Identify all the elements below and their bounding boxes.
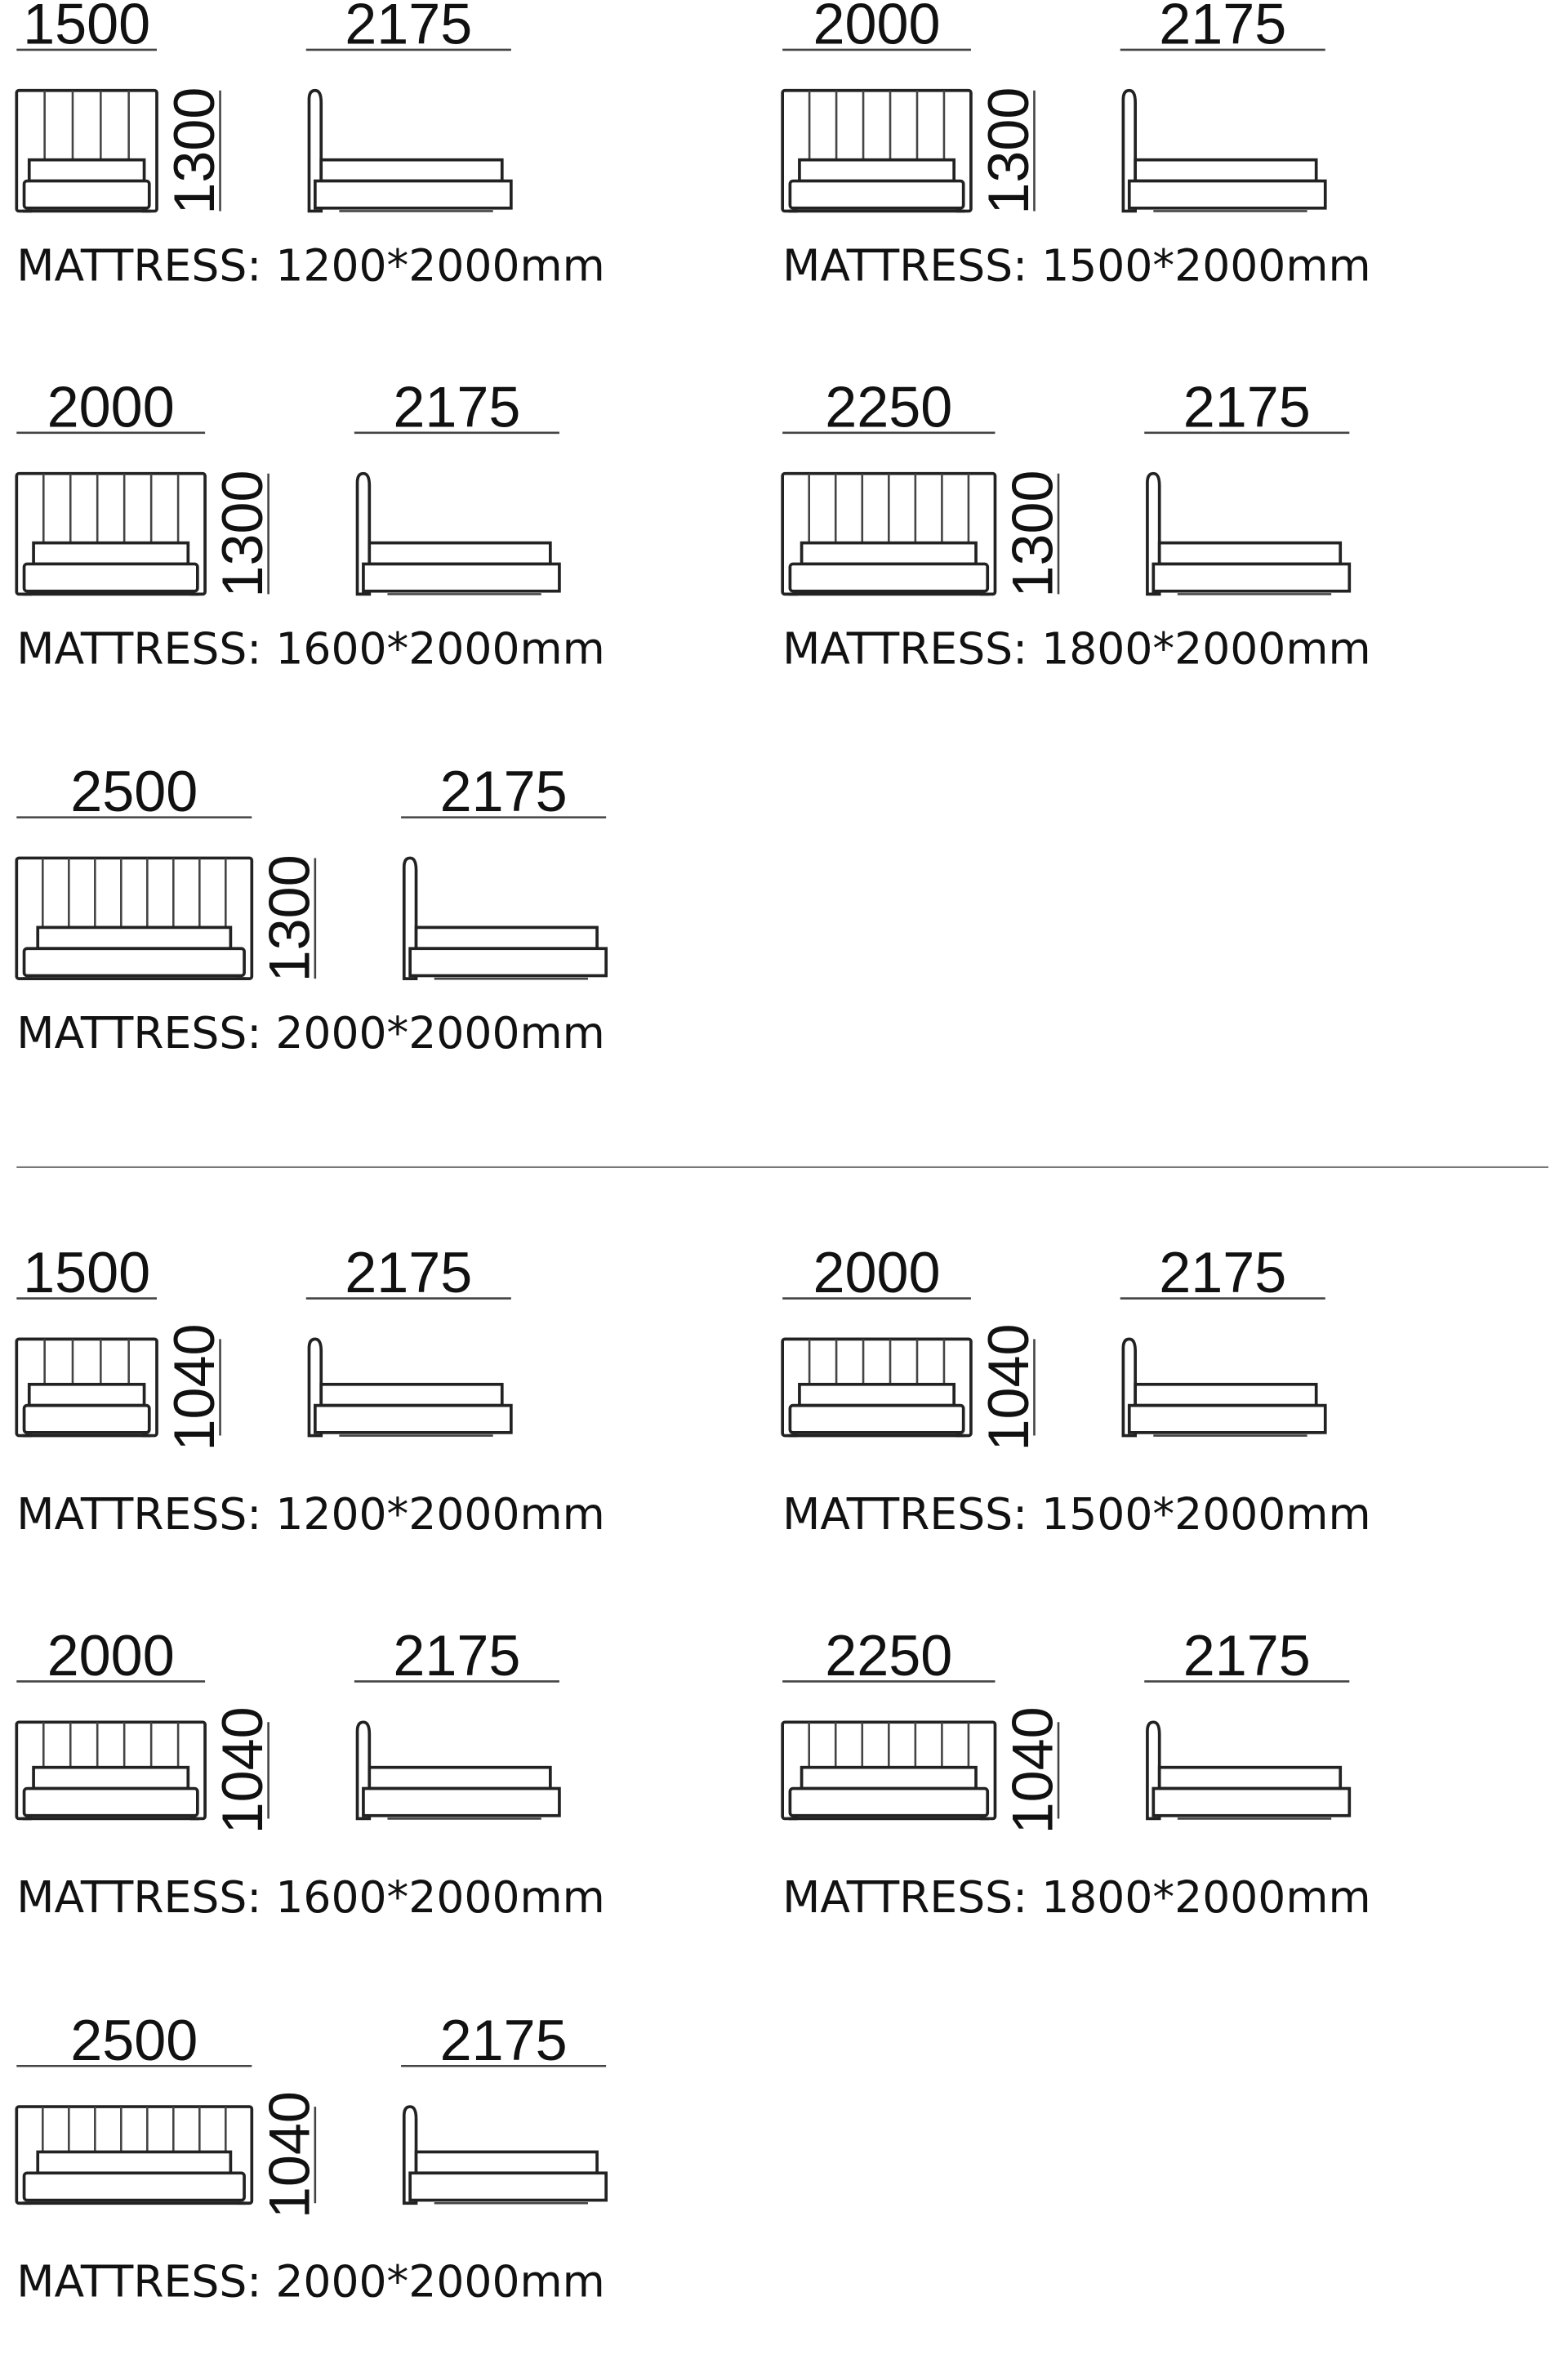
bed-base-front — [790, 181, 963, 208]
mattress-caption: MATTRESS: 1800*2000mm — [782, 622, 1371, 675]
mattress-front — [802, 1768, 976, 1789]
side-view — [354, 1623, 559, 1818]
mattress-front — [29, 1385, 145, 1406]
width-dimension-label: 1500 — [23, 0, 151, 56]
bed-base-front — [790, 1789, 987, 1816]
bed-base-front — [790, 1406, 963, 1433]
bed-base-front — [24, 1406, 149, 1433]
bed-drawing-1500 — [16, 1240, 604, 1540]
width-dimension-label: 2250 — [825, 1623, 953, 1688]
height-dimension-label: 1300 — [162, 87, 227, 215]
bed-base-side — [1129, 1406, 1325, 1433]
mattress-caption: MATTRESS: 1200*2000mm — [16, 239, 605, 292]
length-dimension-label: 2175 — [1159, 0, 1287, 56]
width-dimension-label: 2500 — [70, 759, 198, 824]
side-view — [401, 759, 606, 979]
bed-base-side — [315, 181, 511, 208]
front-view — [16, 759, 321, 982]
bed-drawing-1500 — [16, 0, 604, 291]
side-view — [1120, 0, 1325, 211]
height-dimension-label: 1300 — [1000, 470, 1065, 598]
height-dimension-label: 1040 — [162, 1323, 227, 1452]
front-view — [16, 1240, 226, 1451]
section-1300-height — [16, 0, 1370, 1059]
width-dimension-label: 2250 — [825, 374, 953, 439]
side-view — [1120, 1240, 1325, 1435]
mattress-caption: MATTRESS: 1600*2000mm — [16, 1871, 605, 1923]
bed-base-side — [363, 1789, 559, 1816]
bed-drawing-2000 — [782, 0, 1370, 291]
mattress-caption: MATTRESS: 1600*2000mm — [16, 622, 605, 675]
front-view — [16, 374, 274, 597]
width-dimension-label: 2000 — [47, 1623, 175, 1688]
side-view — [401, 2008, 606, 2203]
height-dimension-label: 1040 — [210, 1706, 275, 1835]
bed-base-front — [24, 181, 149, 208]
length-dimension-label: 2175 — [345, 1240, 473, 1305]
length-dimension-label: 2175 — [439, 759, 568, 824]
front-view — [782, 374, 1064, 597]
bed-base-side — [410, 2173, 606, 2200]
mattress-front — [800, 1385, 954, 1406]
mattress-side — [416, 927, 598, 948]
bed-base-side — [410, 948, 606, 975]
length-dimension-label: 2175 — [1159, 1240, 1287, 1305]
mattress-side — [369, 1768, 550, 1789]
bed-base-front — [24, 564, 198, 591]
mattress-front — [33, 543, 188, 564]
length-dimension-label: 2175 — [393, 1623, 521, 1688]
bed-base-side — [1153, 564, 1349, 591]
length-dimension-label: 2175 — [439, 2007, 568, 2072]
mattress-front — [802, 543, 976, 564]
mattress-side — [1135, 1385, 1316, 1406]
mattress-side — [321, 160, 502, 181]
bed-drawing-2250 — [782, 374, 1370, 674]
length-dimension-label: 2175 — [1183, 374, 1311, 439]
front-view — [16, 2008, 321, 2219]
bed-drawing-2500 — [16, 759, 606, 1059]
side-view — [1144, 1623, 1349, 1818]
width-dimension-label: 2500 — [70, 2007, 198, 2072]
bed-base-side — [1129, 181, 1325, 208]
mattress-caption: MATTRESS: 1500*2000mm — [782, 1488, 1371, 1540]
mattress-caption: MATTRESS: 1200*2000mm — [16, 1488, 605, 1540]
bed-base-side — [315, 1406, 511, 1433]
height-dimension-label: 1300 — [976, 87, 1041, 215]
bed-base-side — [1153, 1789, 1349, 1816]
length-dimension-label: 2175 — [393, 374, 521, 439]
mattress-caption: MATTRESS: 2000*2000mm — [16, 2255, 605, 2308]
side-view — [354, 374, 559, 594]
mattress-caption: MATTRESS: 2000*2000mm — [16, 1007, 605, 1059]
bed-drawing-2250 — [782, 1623, 1370, 1923]
height-dimension-label: 1300 — [256, 854, 322, 983]
bed-base-side — [363, 564, 559, 591]
mattress-side — [1135, 160, 1316, 181]
mattress-side — [321, 1385, 502, 1406]
drawing-root — [16, 0, 1548, 2308]
width-dimension-label: 2000 — [813, 1240, 941, 1305]
mattress-front — [800, 160, 954, 181]
mattress-side — [369, 543, 550, 564]
front-view — [782, 1623, 1064, 1834]
mattress-caption: MATTRESS: 1500*2000mm — [782, 239, 1371, 292]
length-dimension-label: 2175 — [1183, 1623, 1311, 1688]
bed-drawing-2500 — [16, 2008, 606, 2308]
height-dimension-label: 1040 — [976, 1323, 1041, 1452]
mattress-side — [1160, 1768, 1341, 1789]
width-dimension-label: 1500 — [23, 1240, 151, 1305]
side-view — [306, 1240, 511, 1435]
front-view — [16, 0, 226, 215]
height-dimension-label: 1040 — [256, 2091, 322, 2219]
front-view — [16, 1623, 274, 1834]
section-1040-height — [16, 1240, 1370, 2308]
front-view — [782, 0, 1040, 215]
bed-drawing-2000 — [16, 374, 604, 674]
bed-base-front — [24, 1789, 198, 1816]
side-view — [306, 0, 511, 211]
width-dimension-label: 2000 — [47, 374, 175, 439]
side-view — [1144, 374, 1349, 594]
width-dimension-label: 2000 — [813, 0, 941, 56]
bed-base-front — [790, 564, 987, 591]
mattress-front — [33, 1768, 188, 1789]
length-dimension-label: 2175 — [345, 0, 473, 56]
mattress-side — [1160, 543, 1341, 564]
bed-base-front — [24, 2173, 245, 2200]
mattress-front — [29, 160, 145, 181]
mattress-caption: MATTRESS: 1800*2000mm — [782, 1871, 1371, 1923]
height-dimension-label: 1040 — [1000, 1706, 1065, 1835]
mattress-front — [38, 2152, 230, 2173]
bed-base-front — [24, 948, 245, 975]
front-view — [782, 1240, 1040, 1451]
bed-drawing-2000 — [16, 1623, 604, 1923]
mattress-side — [416, 2152, 598, 2173]
bed-drawing-2000 — [782, 1240, 1370, 1540]
mattress-front — [38, 927, 230, 948]
height-dimension-label: 1300 — [210, 470, 275, 598]
